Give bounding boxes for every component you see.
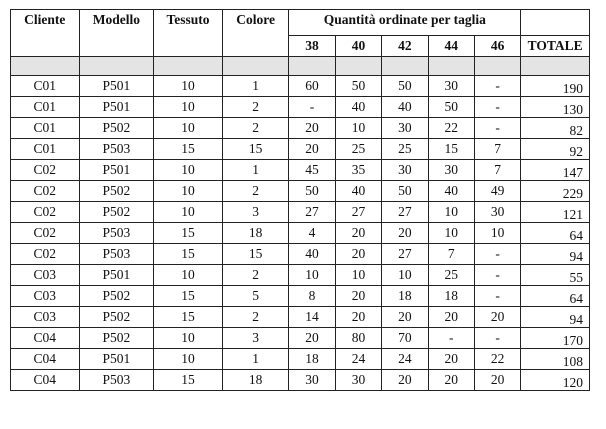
cell-modello: P502 [79,307,154,328]
cell-size-46: - [474,328,520,349]
cell-modello: P502 [79,328,154,349]
cell-colore: 2 [222,181,289,202]
cell-tessuto: 10 [154,202,223,223]
header-size-38: 38 [289,36,335,57]
cell-size-38: 50 [289,181,335,202]
cell-size-46: 7 [474,160,520,181]
cell-cliente: C01 [11,76,80,97]
cell-modello: P501 [79,160,154,181]
cell-size-40: 25 [335,139,381,160]
cell-totale: 170 [521,328,590,349]
cell-size-46: 49 [474,181,520,202]
header-blank [521,10,590,36]
cell-cliente: C01 [11,139,80,160]
cell-colore: 18 [222,370,289,391]
table-row [11,76,590,97]
cell-size-46: 20 [474,370,520,391]
cell-tessuto: 10 [154,265,223,286]
cell-cliente: C03 [11,265,80,286]
cell-modello: P501 [79,97,154,118]
cell-tessuto: 10 [154,76,223,97]
cell-colore: 2 [222,307,289,328]
table-row [11,328,590,349]
cell-size-38: 8 [289,286,335,307]
cell-size-42: 50 [382,181,428,202]
header-size-40: 40 [335,36,381,57]
cell-size-44: 7 [428,244,474,265]
cell-modello: P503 [79,223,154,244]
cell-size-44: 18 [428,286,474,307]
cell-colore: 5 [222,286,289,307]
shaded-spacer-row [11,57,590,76]
cell-tessuto: 10 [154,118,223,139]
cell-modello: P502 [79,286,154,307]
cell-size-44: 20 [428,370,474,391]
cell-tessuto: 15 [154,307,223,328]
cell-cliente: C03 [11,286,80,307]
table-row [11,370,590,391]
orders-table [10,9,590,391]
header-size-46: 46 [474,36,520,57]
cell-size-44: - [428,328,474,349]
cell-size-40: 35 [335,160,381,181]
cell-size-38: 20 [289,139,335,160]
cell-size-38: 30 [289,370,335,391]
cell-size-38: - [289,97,335,118]
cell-size-46: - [474,244,520,265]
cell-totale: 130 [521,97,590,118]
cell-totale: 92 [521,139,590,160]
cell-tessuto: 15 [154,244,223,265]
cell-size-38: 60 [289,76,335,97]
cell-size-40: 40 [335,97,381,118]
cell-size-42: 20 [382,307,428,328]
cell-size-44: 20 [428,307,474,328]
cell-size-38: 18 [289,349,335,370]
header-modello: Modello [79,10,154,57]
cell-size-46: - [474,97,520,118]
cell-size-42: 30 [382,118,428,139]
cell-size-46: 30 [474,202,520,223]
cell-colore: 15 [222,244,289,265]
cell-size-46: 20 [474,307,520,328]
cell-size-42: 20 [382,223,428,244]
cell-totale: 121 [521,202,590,223]
cell-size-40: 10 [335,118,381,139]
cell-size-44: 30 [428,160,474,181]
cell-size-46: 22 [474,349,520,370]
cell-size-40: 10 [335,265,381,286]
cell-size-42: 30 [382,160,428,181]
cell-size-40: 24 [335,349,381,370]
table-row [11,97,590,118]
table-row [11,307,590,328]
cell-size-46: 7 [474,139,520,160]
cell-tessuto: 10 [154,160,223,181]
cell-colore: 1 [222,160,289,181]
cell-totale: 94 [521,244,590,265]
cell-totale: 55 [521,265,590,286]
cell-size-44: 25 [428,265,474,286]
cell-colore: 1 [222,76,289,97]
cell-tessuto: 15 [154,223,223,244]
cell-colore: 2 [222,97,289,118]
table-row [11,286,590,307]
cell-cliente: C01 [11,118,80,139]
header-colore: Colore [222,10,289,57]
cell-colore: 18 [222,223,289,244]
cell-cliente: C04 [11,328,80,349]
cell-size-38: 14 [289,307,335,328]
cell-totale: 190 [521,76,590,97]
table-row [11,202,590,223]
cell-colore: 3 [222,202,289,223]
cell-size-42: 50 [382,76,428,97]
cell-size-46: - [474,118,520,139]
cell-tessuto: 10 [154,349,223,370]
cell-totale: 108 [521,349,590,370]
cell-colore: 1 [222,349,289,370]
cell-cliente: C02 [11,202,80,223]
cell-size-46: - [474,286,520,307]
cell-totale: 147 [521,160,590,181]
cell-size-40: 80 [335,328,381,349]
header-row-top [11,10,590,36]
cell-size-42: 70 [382,328,428,349]
cell-size-40: 50 [335,76,381,97]
header-quantita: Quantità ordinate per taglia [289,10,521,36]
cell-tessuto: 10 [154,328,223,349]
cell-colore: 3 [222,328,289,349]
cell-size-38: 45 [289,160,335,181]
cell-size-44: 50 [428,97,474,118]
cell-size-46: 10 [474,223,520,244]
cell-size-38: 40 [289,244,335,265]
cell-size-42: 24 [382,349,428,370]
cell-cliente: C02 [11,160,80,181]
cell-totale: 229 [521,181,590,202]
table-row [11,349,590,370]
cell-size-42: 18 [382,286,428,307]
cell-size-40: 20 [335,244,381,265]
cell-totale: 120 [521,370,590,391]
cell-cliente: C03 [11,307,80,328]
cell-modello: P503 [79,139,154,160]
cell-modello: P501 [79,265,154,286]
cell-size-38: 20 [289,118,335,139]
table-row [11,244,590,265]
cell-tessuto: 15 [154,139,223,160]
table-row [11,223,590,244]
cell-size-40: 20 [335,307,381,328]
cell-size-44: 40 [428,181,474,202]
table-row [11,118,590,139]
cell-cliente: C04 [11,370,80,391]
orders-table-container [10,9,590,391]
cell-size-44: 22 [428,118,474,139]
header-cliente: Cliente [11,10,80,57]
table-row [11,139,590,160]
cell-tessuto: 10 [154,97,223,118]
cell-totale: 82 [521,118,590,139]
cell-size-44: 10 [428,223,474,244]
cell-size-40: 27 [335,202,381,223]
cell-size-44: 20 [428,349,474,370]
cell-size-44: 15 [428,139,474,160]
cell-tessuto: 15 [154,286,223,307]
cell-size-42: 27 [382,202,428,223]
cell-cliente: C01 [11,97,80,118]
cell-size-46: - [474,76,520,97]
table-row [11,265,590,286]
cell-size-40: 30 [335,370,381,391]
cell-modello: P501 [79,76,154,97]
cell-modello: P502 [79,202,154,223]
cell-colore: 2 [222,118,289,139]
cell-colore: 2 [222,265,289,286]
cell-totale: 94 [521,307,590,328]
header-totale: TOTALE [521,36,590,57]
cell-size-42: 27 [382,244,428,265]
cell-modello: P501 [79,349,154,370]
cell-size-40: 20 [335,223,381,244]
cell-size-46: - [474,265,520,286]
cell-size-42: 20 [382,370,428,391]
cell-cliente: C02 [11,181,80,202]
header-tessuto: Tessuto [154,10,223,57]
header-size-44: 44 [428,36,474,57]
cell-size-38: 10 [289,265,335,286]
cell-tessuto: 10 [154,181,223,202]
cell-size-42: 25 [382,139,428,160]
cell-modello: P503 [79,370,154,391]
cell-totale: 64 [521,286,590,307]
cell-colore: 15 [222,139,289,160]
cell-size-38: 4 [289,223,335,244]
cell-size-38: 27 [289,202,335,223]
table-row [11,181,590,202]
cell-cliente: C02 [11,244,80,265]
table-row [11,160,590,181]
header-size-42: 42 [382,36,428,57]
cell-size-42: 40 [382,97,428,118]
cell-cliente: C04 [11,349,80,370]
cell-size-40: 40 [335,181,381,202]
cell-size-40: 20 [335,286,381,307]
cell-cliente: C02 [11,223,80,244]
cell-tessuto: 15 [154,370,223,391]
cell-totale: 64 [521,223,590,244]
cell-modello: P502 [79,118,154,139]
cell-modello: P503 [79,244,154,265]
cell-size-44: 10 [428,202,474,223]
cell-modello: P502 [79,181,154,202]
cell-size-42: 10 [382,265,428,286]
cell-size-38: 20 [289,328,335,349]
cell-size-44: 30 [428,76,474,97]
